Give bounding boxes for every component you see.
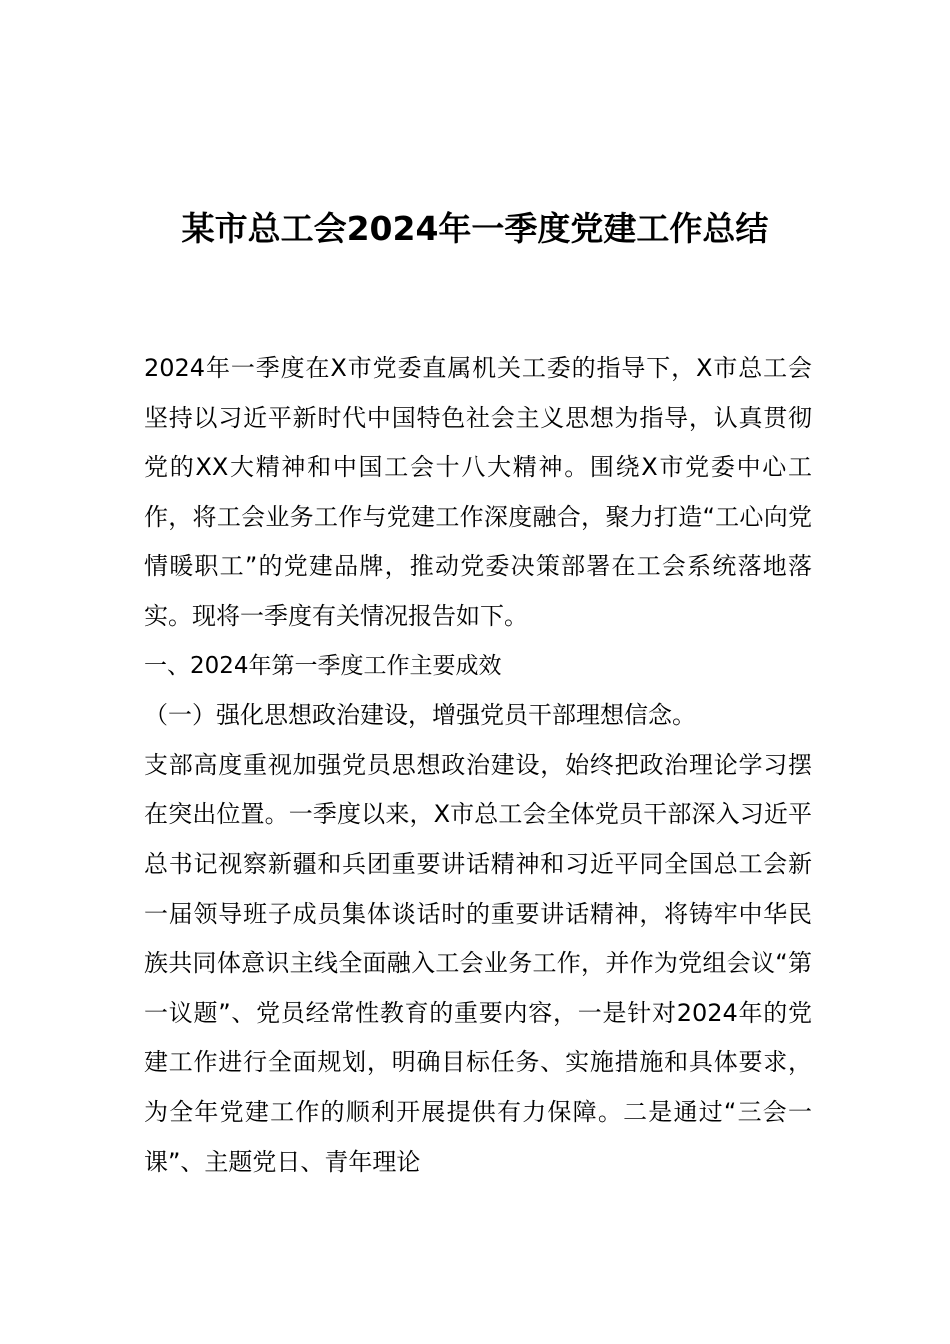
document-body	[144, 344, 812, 1187]
section-heading: 一、2024年第一季度工作主要成效	[144, 652, 502, 679]
body-paragraph: 支部高度重视加强党员思想政治建设，始终把政治理论学习摆在突出位置。一季度以来，X市总工会全体党员干部深入习近平总书记视察新疆和兵团重要讲话精神和习近平同全国总工会新一届领导班子成员集体谈话时的重要讲话精神，将铸牢中华民族共同体意识主线全面融入工会业务工作，并作为党组会议“第一议题”、党员经常性教育的重要内容，一是针对2024年的党建工作进行全面规划，明确目标任务、实施措施和具体要求，为全年党建工作的顺利开展提供有力保障。二是通过“三会一课”、主题党日、青年理论	[144, 750, 812, 1176]
intro-paragraph: 2024年一季度在X市党委直属机关工委的指导下，X市总工会坚持以习近平新时代中国特色社会主义思想为指导，认真贯彻党的XX大精神和中国工会十八大精神。围绕X市党委中心工作，将工会业务工作与党建工作深度融合，聚力打造“工心向党情暖职工”的党建品牌，推动党委决策部署在工会系统落地落实。现将一季度有关情况报告如下。	[144, 354, 812, 630]
subsection-heading: （一）强化思想政治建设，增强党员干部理想信念。	[144, 701, 696, 730]
document-title: 某市总工会2024年一季度党建工作总结	[181, 209, 769, 248]
